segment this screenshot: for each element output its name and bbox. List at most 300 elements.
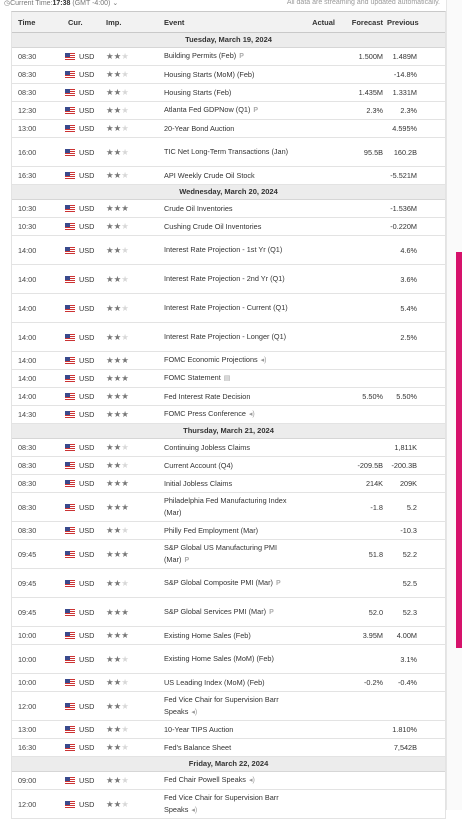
star-icon: ★ — [106, 775, 114, 785]
currency-code: USD — [79, 52, 95, 61]
event-name[interactable] — [161, 220, 295, 234]
previous-value: 5.50% — [396, 392, 417, 401]
event-name[interactable] — [161, 693, 295, 720]
event-label[interactable]: Interest Rate Projection - 2nd Yr (Q1) — [164, 274, 285, 283]
event-currency — [16, 608, 100, 617]
table-row[interactable] — [12, 200, 445, 218]
event-currency — [16, 776, 100, 785]
star-icon: ★ — [106, 302, 114, 313]
forecast-value: 95.5B — [363, 147, 383, 157]
us-flag-icon — [65, 205, 75, 212]
event-label[interactable]: Interest Rate Projection - Current (Q1) — [164, 303, 288, 312]
star-icon: ★ — [121, 146, 129, 157]
table-row[interactable] — [12, 569, 445, 598]
event-time: 10:30 — [18, 222, 37, 231]
star-icon: ★ — [106, 69, 114, 79]
previous-value: -5.521M — [390, 171, 417, 180]
currency-code: USD — [79, 332, 95, 342]
event-label[interactable]: Existing Home Sales (MoM) (Feb) — [164, 654, 274, 663]
currency-code: USD — [79, 461, 95, 470]
currency-code: USD — [79, 443, 95, 452]
star-icon: ★ — [106, 221, 114, 231]
event-label[interactable]: Continuing Jobless Claims — [164, 442, 250, 452]
day-header: Wednesday, March 20, 2024 — [12, 185, 445, 200]
currency-code: USD — [79, 479, 95, 488]
currency-code: USD — [79, 374, 95, 383]
importance-stars — [100, 578, 161, 589]
currency-code: USD — [79, 222, 95, 231]
star-icon: ★ — [113, 548, 122, 559]
event-currency — [16, 333, 100, 342]
table-row[interactable] — [12, 138, 445, 167]
star-icon: ★ — [121, 501, 129, 512]
forecast-value: 2.3% — [366, 106, 383, 115]
table-row[interactable] — [12, 721, 445, 739]
event-label[interactable]: Cushing Crude Oil Inventories — [164, 221, 262, 231]
event-name[interactable] — [161, 103, 295, 118]
star-icon: ★ — [106, 501, 114, 512]
speech-icon[interactable]: ◂) — [191, 806, 198, 814]
table-row[interactable] — [12, 692, 445, 721]
currency-code: USD — [79, 654, 95, 664]
speech-icon[interactable]: ◂) — [248, 777, 255, 784]
importance-stars — [100, 502, 161, 513]
speech-icon[interactable]: ◂) — [191, 708, 198, 716]
table-row[interactable] — [12, 772, 445, 790]
event-label[interactable]: Philly Fed Employment (Mar) — [164, 525, 259, 535]
event-time: 08:30 — [18, 70, 37, 79]
currency-code: USD — [79, 502, 95, 512]
star-icon: ★ — [121, 442, 129, 452]
us-flag-icon — [65, 89, 75, 96]
preliminary-icon[interactable]: P — [239, 53, 244, 60]
event-time: 08:30 — [18, 502, 37, 512]
table-row[interactable] — [12, 352, 445, 370]
event-currency — [16, 655, 100, 664]
previous-value: 4.595% — [392, 124, 417, 133]
event-time: 08:30 — [18, 52, 37, 61]
star-icon: ★ — [113, 653, 122, 664]
star-icon: ★ — [121, 355, 129, 365]
table-row[interactable] — [12, 439, 445, 457]
event-name[interactable] — [161, 353, 295, 368]
previous-value: -0.4% — [397, 678, 417, 687]
timezone-select[interactable]: (GMT -4:00) — [72, 0, 111, 7]
event-name[interactable] — [161, 629, 295, 643]
star-icon: ★ — [113, 331, 122, 342]
currency-code: USD — [79, 607, 95, 617]
previous-value: -200.3B — [391, 461, 417, 470]
event-name[interactable] — [161, 49, 295, 64]
us-flag-icon — [65, 223, 75, 230]
event-currency — [16, 725, 100, 734]
event-name[interactable] — [161, 459, 295, 473]
forecast-value: 1.435M — [358, 88, 383, 97]
star-icon: ★ — [121, 203, 129, 213]
event-label[interactable]: US Leading Index (MoM) (Feb) — [164, 677, 265, 687]
table-row[interactable] — [12, 236, 445, 265]
table-row[interactable] — [12, 457, 445, 475]
col-actual: Actual — [312, 17, 335, 27]
importance-stars — [100, 373, 161, 384]
table-row[interactable] — [12, 370, 445, 388]
star-icon: ★ — [106, 460, 114, 470]
chevron-down-icon[interactable]: ⌄ — [112, 0, 119, 7]
event-name[interactable] — [161, 272, 295, 286]
event-currency — [16, 579, 100, 588]
previous-value: 3.1% — [400, 654, 417, 664]
star-icon: ★ — [113, 577, 122, 588]
forecast-value: 3.95M — [362, 631, 383, 640]
currency-code: USD — [79, 549, 95, 559]
clock-label: Current Time: — [10, 0, 53, 7]
importance-stars — [100, 170, 161, 181]
star-icon: ★ — [113, 501, 122, 512]
table-row[interactable] — [12, 120, 445, 138]
event-name[interactable] — [161, 86, 295, 100]
event-label[interactable]: S&P Global Composite PMI (Mar) — [164, 577, 273, 587]
event-name[interactable] — [161, 441, 295, 455]
us-flag-icon — [65, 71, 75, 78]
event-name[interactable] — [161, 390, 295, 404]
forecast-value: -209.5B — [357, 461, 383, 470]
event-time: 14:00 — [18, 392, 37, 401]
event-currency — [16, 222, 100, 231]
star-icon: ★ — [106, 606, 114, 617]
us-flag-icon — [65, 551, 75, 558]
event-time: 10:30 — [18, 204, 37, 213]
event-label[interactable]: TIC Net Long-Term Transactions (Jan) — [164, 147, 289, 156]
event-label[interactable]: S&P Global US Manufacturing PMI (Mar) — [164, 542, 278, 564]
event-currency — [16, 479, 100, 488]
event-name[interactable] — [161, 371, 295, 386]
importance-stars — [100, 221, 161, 232]
speech-icon[interactable]: ◂) — [248, 411, 255, 418]
event-name[interactable] — [161, 652, 295, 666]
preliminary-icon[interactable]: P — [184, 556, 190, 564]
star-icon: ★ — [106, 653, 114, 664]
star-icon: ★ — [113, 606, 122, 617]
star-icon: ★ — [106, 87, 114, 97]
event-name[interactable] — [161, 301, 295, 315]
star-icon: ★ — [113, 775, 122, 785]
event-name[interactable] — [161, 169, 295, 183]
event-name[interactable] — [161, 330, 295, 344]
star-icon: ★ — [113, 478, 122, 488]
event-currency — [16, 304, 100, 313]
event-name[interactable] — [161, 541, 295, 568]
event-label[interactable]: S&P Global Services PMI (Mar) — [164, 606, 267, 616]
event-label[interactable]: FOMC Press Conference — [164, 409, 246, 418]
importance-stars — [100, 51, 161, 62]
event-label[interactable]: Atlanta Fed GDPNow (Q1) — [164, 105, 251, 114]
importance-stars — [100, 525, 161, 536]
currency-code: USD — [79, 743, 95, 752]
table-row[interactable] — [12, 84, 445, 102]
us-flag-icon — [65, 305, 75, 312]
star-icon: ★ — [121, 724, 129, 734]
event-label[interactable]: Fed Vice Chair for Supervision Barr Speaks — [164, 792, 279, 814]
event-label[interactable]: Interest Rate Projection - Longer (Q1) — [164, 332, 287, 341]
table-row[interactable] — [12, 627, 445, 645]
star-icon: ★ — [121, 478, 129, 488]
star-icon: ★ — [121, 700, 129, 711]
us-flag-icon — [65, 444, 75, 451]
day-header: Tuesday, March 19, 2024 — [12, 33, 445, 48]
us-flag-icon — [65, 580, 75, 587]
event-name[interactable] — [161, 676, 295, 690]
event-label[interactable]: Existing Home Sales (Feb) — [164, 630, 251, 640]
col-previous: Previous — [387, 17, 419, 27]
star-icon: ★ — [113, 51, 122, 61]
currency-code: USD — [79, 701, 95, 711]
previous-value: 1.331M — [392, 88, 417, 97]
preliminary-icon[interactable]: P — [269, 608, 274, 616]
event-name[interactable] — [161, 122, 295, 136]
event-label[interactable]: Interest Rate Projection - 1st Yr (Q1) — [164, 245, 283, 254]
star-icon: ★ — [113, 724, 122, 734]
event-name[interactable] — [161, 723, 295, 737]
star-icon: ★ — [113, 677, 122, 687]
star-icon: ★ — [121, 742, 129, 752]
report-icon[interactable]: ▤ — [223, 375, 231, 382]
event-label[interactable]: Fed Vice Chair for Supervision Barr Speaks — [164, 694, 279, 716]
star-icon: ★ — [121, 391, 129, 401]
currency-code: USD — [79, 106, 95, 115]
event-name[interactable] — [161, 494, 295, 520]
us-flag-icon — [65, 276, 75, 283]
star-icon: ★ — [106, 331, 114, 342]
importance-stars — [100, 147, 161, 158]
event-currency — [16, 148, 100, 157]
event-currency — [16, 171, 100, 180]
table-row[interactable] — [12, 265, 445, 294]
us-flag-icon — [65, 247, 75, 254]
forecast-value: 52.0 — [368, 607, 383, 617]
previous-value: 52.5 — [402, 578, 417, 588]
event-time: 09:45 — [18, 578, 37, 588]
event-name[interactable] — [161, 68, 295, 82]
currency-code: USD — [79, 303, 95, 313]
event-label[interactable]: Fed's Balance Sheet — [164, 742, 232, 752]
table-row[interactable] — [12, 66, 445, 84]
event-time: 08:30 — [18, 88, 37, 97]
star-icon: ★ — [113, 302, 122, 313]
star-icon: ★ — [113, 391, 122, 401]
event-time: 08:30 — [18, 461, 37, 470]
previous-value: 52.3 — [402, 607, 417, 617]
star-icon: ★ — [113, 700, 122, 711]
event-label[interactable]: Current Account (Q4) — [164, 460, 233, 470]
event-time: 10:00 — [18, 654, 37, 664]
star-icon: ★ — [113, 244, 122, 255]
event-name[interactable] — [161, 145, 295, 159]
event-label[interactable]: 10-Year TIPS Auction — [164, 724, 234, 734]
star-icon: ★ — [113, 69, 122, 79]
us-flag-icon — [65, 504, 75, 511]
event-name[interactable] — [161, 524, 295, 538]
us-flag-icon — [65, 375, 75, 382]
event-label[interactable]: Fed Interest Rate Decision — [164, 391, 251, 401]
previous-value: 160.2B — [393, 147, 417, 157]
ad-banner-edge[interactable] — [456, 252, 462, 648]
event-name[interactable] — [161, 605, 295, 620]
event-name[interactable] — [161, 407, 295, 422]
previous-value: 3.6% — [400, 274, 417, 284]
table-row[interactable] — [12, 406, 445, 424]
event-label[interactable]: Housing Starts (Feb) — [164, 87, 232, 97]
star-icon: ★ — [121, 677, 129, 687]
importance-stars — [100, 549, 161, 560]
speech-icon[interactable]: ◂) — [260, 357, 267, 364]
event-label[interactable]: FOMC Economic Projections — [164, 355, 258, 364]
event-label[interactable]: Initial Jobless Claims — [164, 478, 233, 488]
event-label[interactable]: API Weekly Crude Oil Stock — [164, 170, 255, 180]
table-row[interactable] — [12, 102, 445, 120]
table-row[interactable] — [12, 598, 445, 627]
us-flag-icon — [65, 334, 75, 341]
event-currency — [16, 70, 100, 79]
star-icon: ★ — [106, 273, 114, 284]
us-flag-icon — [65, 480, 75, 487]
col-event: Event — [164, 17, 185, 27]
star-icon: ★ — [121, 373, 129, 383]
star-icon: ★ — [113, 203, 122, 213]
us-flag-icon — [65, 107, 75, 114]
day-header: Thursday, March 21, 2024 — [12, 424, 445, 439]
event-name[interactable] — [161, 741, 295, 755]
star-icon: ★ — [106, 355, 114, 365]
table-row[interactable] — [12, 522, 445, 540]
table-row[interactable] — [12, 218, 445, 236]
event-currency — [16, 275, 100, 284]
event-time: 16:00 — [18, 147, 37, 157]
table-row[interactable] — [12, 475, 445, 493]
importance-stars — [100, 332, 161, 343]
star-icon: ★ — [121, 409, 129, 419]
previous-value: 52.2 — [402, 549, 417, 559]
importance-stars — [100, 409, 161, 420]
star-icon: ★ — [113, 87, 122, 97]
event-currency — [16, 461, 100, 470]
table-row[interactable] — [12, 323, 445, 352]
event-time: 14:30 — [18, 410, 37, 419]
star-icon: ★ — [106, 244, 114, 255]
event-currency — [16, 356, 100, 365]
importance-stars — [100, 203, 161, 214]
forecast-value: 214K — [365, 479, 383, 488]
star-icon: ★ — [106, 391, 114, 401]
star-icon: ★ — [106, 677, 114, 687]
event-time: 14:00 — [18, 356, 37, 365]
table-row[interactable] — [12, 790, 445, 819]
us-flag-icon — [65, 656, 75, 663]
event-name[interactable] — [161, 477, 295, 491]
event-time: 13:00 — [18, 124, 37, 133]
event-time: 10:00 — [18, 631, 37, 640]
table-row[interactable] — [12, 388, 445, 406]
currency-code: USD — [79, 526, 95, 535]
preliminary-icon[interactable]: P — [275, 579, 281, 587]
event-name[interactable] — [161, 202, 295, 216]
currency-code: USD — [79, 410, 95, 419]
table-row[interactable] — [12, 645, 445, 674]
event-name[interactable] — [161, 576, 295, 591]
previous-value: 1.489M — [392, 52, 417, 61]
importance-stars — [100, 123, 161, 134]
clock-icon: ◷ — [4, 0, 11, 7]
star-icon: ★ — [106, 577, 114, 588]
star-icon: ★ — [121, 525, 129, 535]
event-label[interactable]: Building Permits (Feb) — [164, 51, 237, 60]
status-bar — [0, 0, 462, 9]
importance-stars — [100, 245, 161, 256]
star-icon: ★ — [121, 653, 129, 664]
event-label[interactable]: Fed Chair Powell Speaks — [164, 775, 246, 784]
preliminary-icon[interactable]: P — [253, 107, 259, 114]
event-currency — [16, 246, 100, 255]
us-flag-icon — [65, 172, 75, 179]
forecast-value: 51.8 — [368, 549, 383, 559]
forecast-value: 5.50% — [362, 392, 383, 401]
table-row[interactable] — [12, 674, 445, 692]
event-time: 10:00 — [18, 678, 37, 687]
importance-stars — [100, 105, 161, 116]
importance-stars — [100, 742, 161, 753]
importance-stars — [100, 724, 161, 735]
star-icon: ★ — [121, 105, 129, 115]
importance-stars — [100, 775, 161, 786]
table-row[interactable] — [12, 294, 445, 323]
event-time: 12:00 — [18, 701, 37, 711]
star-icon: ★ — [113, 105, 122, 115]
event-label[interactable]: 20-Year Bond Auction — [164, 123, 235, 133]
event-name[interactable] — [161, 791, 295, 818]
event-label[interactable]: Housing Starts (MoM) (Feb) — [164, 69, 255, 79]
previous-value: 5.2 — [406, 502, 417, 512]
us-flag-icon — [65, 777, 75, 784]
currency-code: USD — [79, 147, 95, 157]
star-icon: ★ — [106, 373, 114, 383]
event-name[interactable] — [161, 773, 295, 788]
star-icon: ★ — [121, 577, 129, 588]
importance-stars — [100, 607, 161, 618]
table-row[interactable] — [12, 739, 445, 757]
us-flag-icon — [65, 393, 75, 400]
event-label[interactable]: Crude Oil Inventories — [164, 203, 233, 213]
event-currency — [16, 503, 100, 512]
current-time[interactable] — [4, 0, 118, 7]
star-icon: ★ — [113, 273, 122, 284]
forecast-value: -0.2% — [363, 678, 383, 687]
table-row[interactable] — [12, 167, 445, 185]
star-icon: ★ — [121, 331, 129, 342]
event-label[interactable]: Philadelphia Fed Manufacturing Index (Mar) — [164, 496, 287, 517]
event-label[interactable]: FOMC Statement — [164, 373, 221, 382]
table-row[interactable] — [12, 540, 445, 569]
event-name[interactable] — [161, 243, 295, 257]
star-icon: ★ — [106, 203, 114, 213]
event-currency — [16, 678, 100, 687]
us-flag-icon — [65, 411, 75, 418]
table-row[interactable] — [12, 493, 445, 522]
star-icon: ★ — [106, 742, 114, 752]
table-row[interactable] — [12, 48, 445, 66]
star-icon: ★ — [106, 724, 114, 734]
importance-stars — [100, 677, 161, 688]
star-icon: ★ — [121, 548, 129, 559]
star-icon: ★ — [121, 123, 129, 133]
